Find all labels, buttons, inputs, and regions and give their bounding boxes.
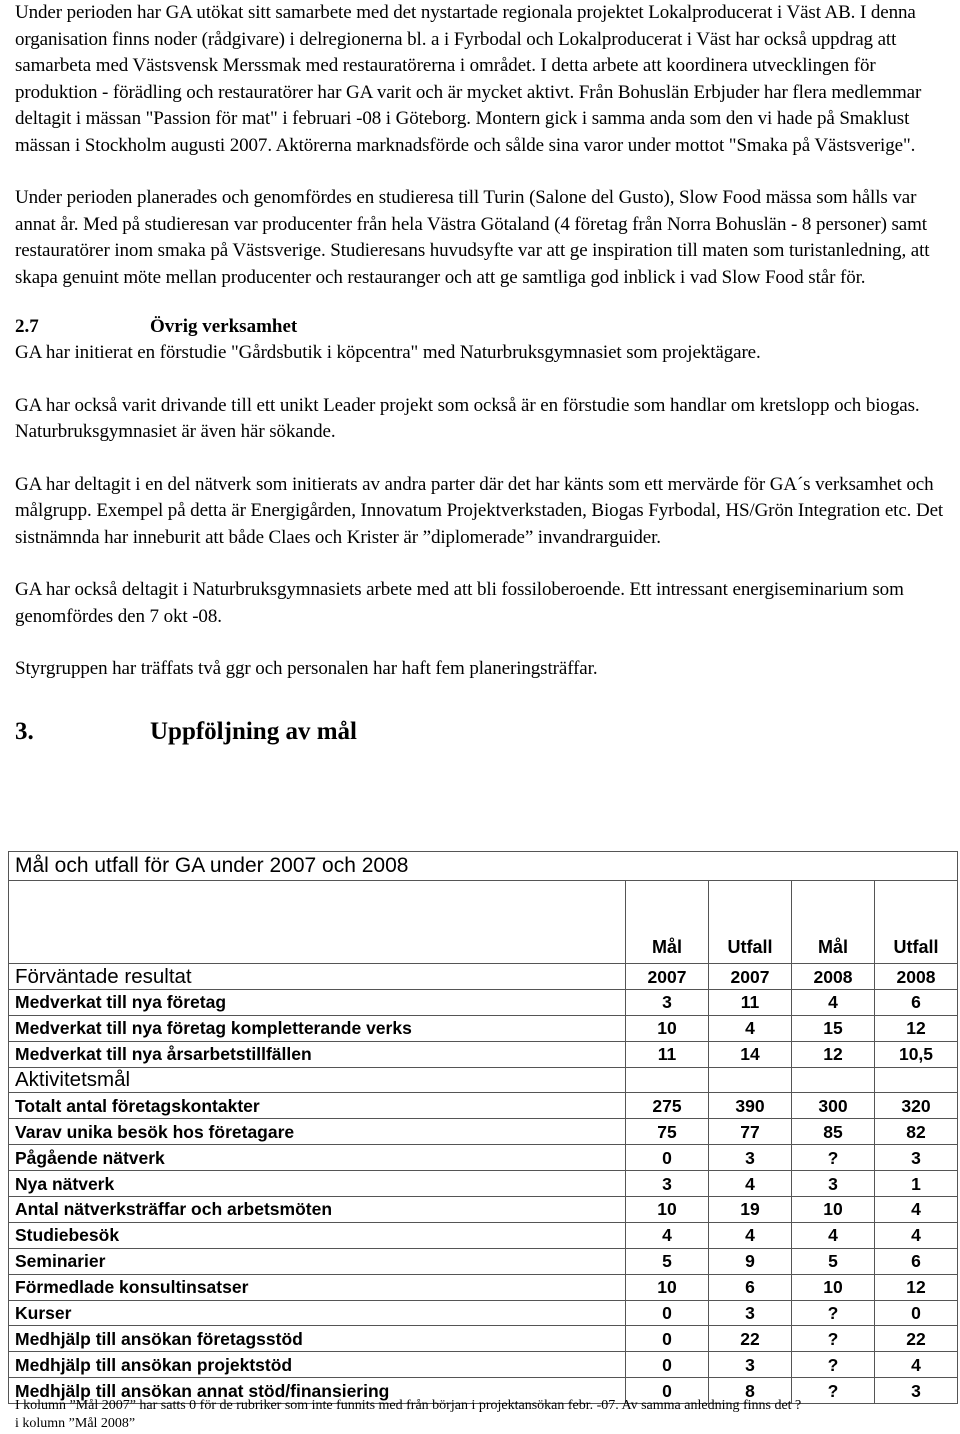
table-body-activities	[9, 1093, 958, 1404]
value-cell: 10,5	[875, 1041, 958, 1067]
value-cell: 5	[626, 1248, 709, 1274]
table-row	[9, 1197, 958, 1223]
value-cell: 3	[626, 1171, 709, 1197]
value-cell: 3	[626, 989, 709, 1015]
value-cell: 4	[875, 1222, 958, 1248]
row-label: Förmedlade konsultinsatser	[9, 1274, 626, 1300]
year-cell: 2007	[709, 964, 792, 990]
value-cell: 4	[875, 1197, 958, 1223]
table-row	[9, 1248, 958, 1274]
table-row	[9, 1300, 958, 1326]
col-head: Utfall	[875, 881, 958, 964]
value-cell: 4	[626, 1222, 709, 1248]
value-cell: 11	[709, 989, 792, 1015]
value-cell: 0	[875, 1300, 958, 1326]
row-label: Seminarier	[9, 1248, 626, 1274]
value-cell: 1	[875, 1171, 958, 1197]
value-cell: 3	[709, 1352, 792, 1378]
value-cell: 85	[792, 1119, 875, 1145]
value-cell: 0	[626, 1145, 709, 1171]
value-cell: 10	[792, 1197, 875, 1223]
footnote-line: i kolumn ”Mål 2008”	[15, 1416, 136, 1431]
value-cell: 3	[792, 1171, 875, 1197]
value-cell: 6	[875, 989, 958, 1015]
table-title: Mål och utfall för GA under 2007 och 2008	[9, 852, 958, 881]
row-label: Varav unika besök hos företagare	[9, 1119, 626, 1145]
paragraph-styrgrupp: Styrgruppen har träffats två ggr och personalen har haft fem planeringsträffar.	[15, 658, 598, 679]
value-cell: 15	[792, 1015, 875, 1041]
year-cell: 2008	[875, 964, 958, 990]
table-section-row	[9, 1067, 958, 1093]
value-cell: 4	[709, 1171, 792, 1197]
row-label: Totalt antal företagskontakter	[9, 1093, 626, 1119]
section-heading-2-7	[15, 314, 950, 340]
row-label: Medverkat till nya företag	[9, 989, 626, 1015]
value-cell: 19	[709, 1197, 792, 1223]
value-cell: 8	[709, 1378, 792, 1404]
section-number: 2.7	[15, 316, 39, 337]
table-row	[9, 1015, 958, 1041]
paragraph-lokalproducerat	[15, 0, 950, 159]
value-cell: 0	[626, 1326, 709, 1352]
row-label: Studiebesök	[9, 1222, 626, 1248]
table-body-results	[9, 989, 958, 1067]
value-cell: 75	[626, 1119, 709, 1145]
row-label: Medhjälp till ansökan annat stöd/finansiering	[9, 1378, 626, 1404]
value-cell: 4	[792, 989, 875, 1015]
value-cell: 22	[875, 1326, 958, 1352]
section-label: Aktivitetsmål	[9, 1067, 626, 1093]
table-row	[9, 1119, 958, 1145]
section-title: Övrig verksamhet	[150, 316, 298, 337]
col-head: Utfall	[709, 881, 792, 964]
goals-table	[8, 851, 958, 1404]
value-cell: 12	[875, 1015, 958, 1041]
table-row	[9, 989, 958, 1015]
row-label: Medhjälp till ansökan företagsstöd	[9, 1326, 626, 1352]
section-label: Förväntade resultat	[9, 964, 626, 990]
year-cell: 2008	[792, 964, 875, 990]
value-cell: 22	[709, 1326, 792, 1352]
value-cell: 320	[875, 1093, 958, 1119]
value-cell: 0	[626, 1352, 709, 1378]
value-cell: 6	[709, 1274, 792, 1300]
value-cell: 4	[875, 1352, 958, 1378]
value-cell: 10	[626, 1274, 709, 1300]
value-cell: 77	[709, 1119, 792, 1145]
value-cell: ?	[792, 1300, 875, 1326]
row-label: Medverkat till nya företag kompletterande verks	[9, 1015, 626, 1041]
value-cell: ?	[792, 1145, 875, 1171]
value-cell: 14	[709, 1041, 792, 1067]
value-cell: 12	[792, 1041, 875, 1067]
table-title-row	[9, 852, 958, 881]
footnote-line: I kolumn ”Mål 2007” har satts 0 för de rubriker som inte funnits med från början i projektansökan febr. -07. Av samma anledning finns det ?	[15, 1398, 802, 1413]
value-cell: 3	[709, 1145, 792, 1171]
section-title: Uppföljning av mål	[150, 717, 357, 745]
table-row	[9, 1171, 958, 1197]
row-label: Kurser	[9, 1300, 626, 1326]
table-section-row	[9, 964, 958, 990]
value-cell: 9	[709, 1248, 792, 1274]
value-cell: 0	[626, 1300, 709, 1326]
paragraph-text: I detta arbete att koordinera utvecklingen för produktion - förädling och restauratörer har GA varit och är mycket aktivt. Från Bohuslän Erbjuder har flera medlemmar deltagit i mässan "Passion för mat" i februari -08 i Göteborg. Montern gick i samma anda som den vi hade på Smaklust mässan i Stockholm augusti 2007. Aktörerna marknadsförde och sålde sina varor under mottot "Smaka på Västsverige".	[15, 55, 922, 156]
value-cell: 390	[709, 1093, 792, 1119]
value-cell: 3	[875, 1378, 958, 1404]
paragraph-leader: GA har också varit drivande till ett unikt Leader projekt som också är en förstudie som handlar om kretslopp och biogas. Naturbruksgymnasiet är även här sökande.	[15, 394, 920, 442]
value-cell: ?	[792, 1326, 875, 1352]
paragraph-turin: Under perioden planerades och genomfördes en studieresa till Turin (Salone del Gusto), Slow Food mässa som hålls var annat år. Med på studieresan var producenter från hela Västra Götaland (4 företag från Norra Bohuslän - 8 personer) samt restauratörer inom smaka på Västsverige. Studieresans huvudsyfte var att ge inspiration till maten som turistanledning, att skapa genuint möte mellan producenter och restauranger och att ge samtliga god inblick i vad Slow Food står för.	[15, 187, 930, 288]
table-row	[9, 1145, 958, 1171]
row-label: Antal nätverksträffar och arbetsmöten	[9, 1197, 626, 1223]
year-cell: 2007	[626, 964, 709, 990]
paragraph-natverk: GA har deltagit i en del nätverk som initierats av andra parter där det har känts som ett mervärde för GA´s verksamhet och målgrupp. Exempel på detta är Energigården, Innovatum Projektverkstaden, Biogas Fyrbodal, HS/Grön Integration etc. Det sistnämnda har inneburit att både Claes och Krister är ”diplomerade” invandrarguider.	[15, 473, 944, 548]
col-head: Mål	[792, 881, 875, 964]
table-row	[9, 1041, 958, 1067]
row-label: Nya nätverk	[9, 1171, 626, 1197]
table-row	[9, 1352, 958, 1378]
value-cell: 10	[626, 1015, 709, 1041]
table-row	[9, 1222, 958, 1248]
value-cell: 5	[792, 1248, 875, 1274]
value-cell: 300	[792, 1093, 875, 1119]
paragraph-text: Under perioden har GA utökat sitt samarbete med det nystartade regionala projektet Lokalproducerat i Väst AB. I denna organisation finns noder (rådgivare) i delregionerna bl. a i Fyrbodal och Lokalproducerat i Väst har också uppdrag att samarbeta med Västsvensk Merssmak med restauratörerna i området.	[15, 2, 916, 76]
paragraph-gardsbutik: GA har initierat en förstudie "Gårdsbutik i köpcentra" med Naturbruksgymnasiet som projektägare.	[15, 342, 761, 363]
value-cell: 0	[626, 1378, 709, 1404]
value-cell: 275	[626, 1093, 709, 1119]
value-cell: 4	[792, 1222, 875, 1248]
value-cell: 10	[626, 1197, 709, 1223]
value-cell: 6	[875, 1248, 958, 1274]
value-cell: ?	[792, 1352, 875, 1378]
table-header-row	[9, 881, 958, 964]
table-footnote	[15, 1397, 955, 1433]
value-cell: 12	[875, 1274, 958, 1300]
value-cell: 3	[875, 1145, 958, 1171]
row-label: Pågående nätverk	[9, 1145, 626, 1171]
value-cell: 4	[709, 1222, 792, 1248]
value-cell: 11	[626, 1041, 709, 1067]
value-cell: ?	[792, 1378, 875, 1404]
value-cell: 4	[709, 1015, 792, 1041]
value-cell: 10	[792, 1274, 875, 1300]
table-row	[9, 1326, 958, 1352]
table-header-empty	[9, 881, 626, 964]
row-label: Medverkat till nya årsarbetstillfällen	[9, 1041, 626, 1067]
row-label: Medhjälp till ansökan projektstöd	[9, 1352, 626, 1378]
section-heading-3	[15, 717, 950, 747]
table-row	[9, 1093, 958, 1119]
table-row	[9, 1274, 958, 1300]
value-cell: 3	[709, 1300, 792, 1326]
col-head: Mål	[626, 881, 709, 964]
paragraph-fossil: GA har också deltagit i Naturbruksgymnasiets arbete med att bli fossiloberoende. Ett intressant energiseminarium som genomfördes den 7 okt -08.	[15, 579, 904, 627]
document-page	[15, 0, 950, 747]
section-number: 3.	[15, 717, 34, 745]
value-cell: 82	[875, 1119, 958, 1145]
